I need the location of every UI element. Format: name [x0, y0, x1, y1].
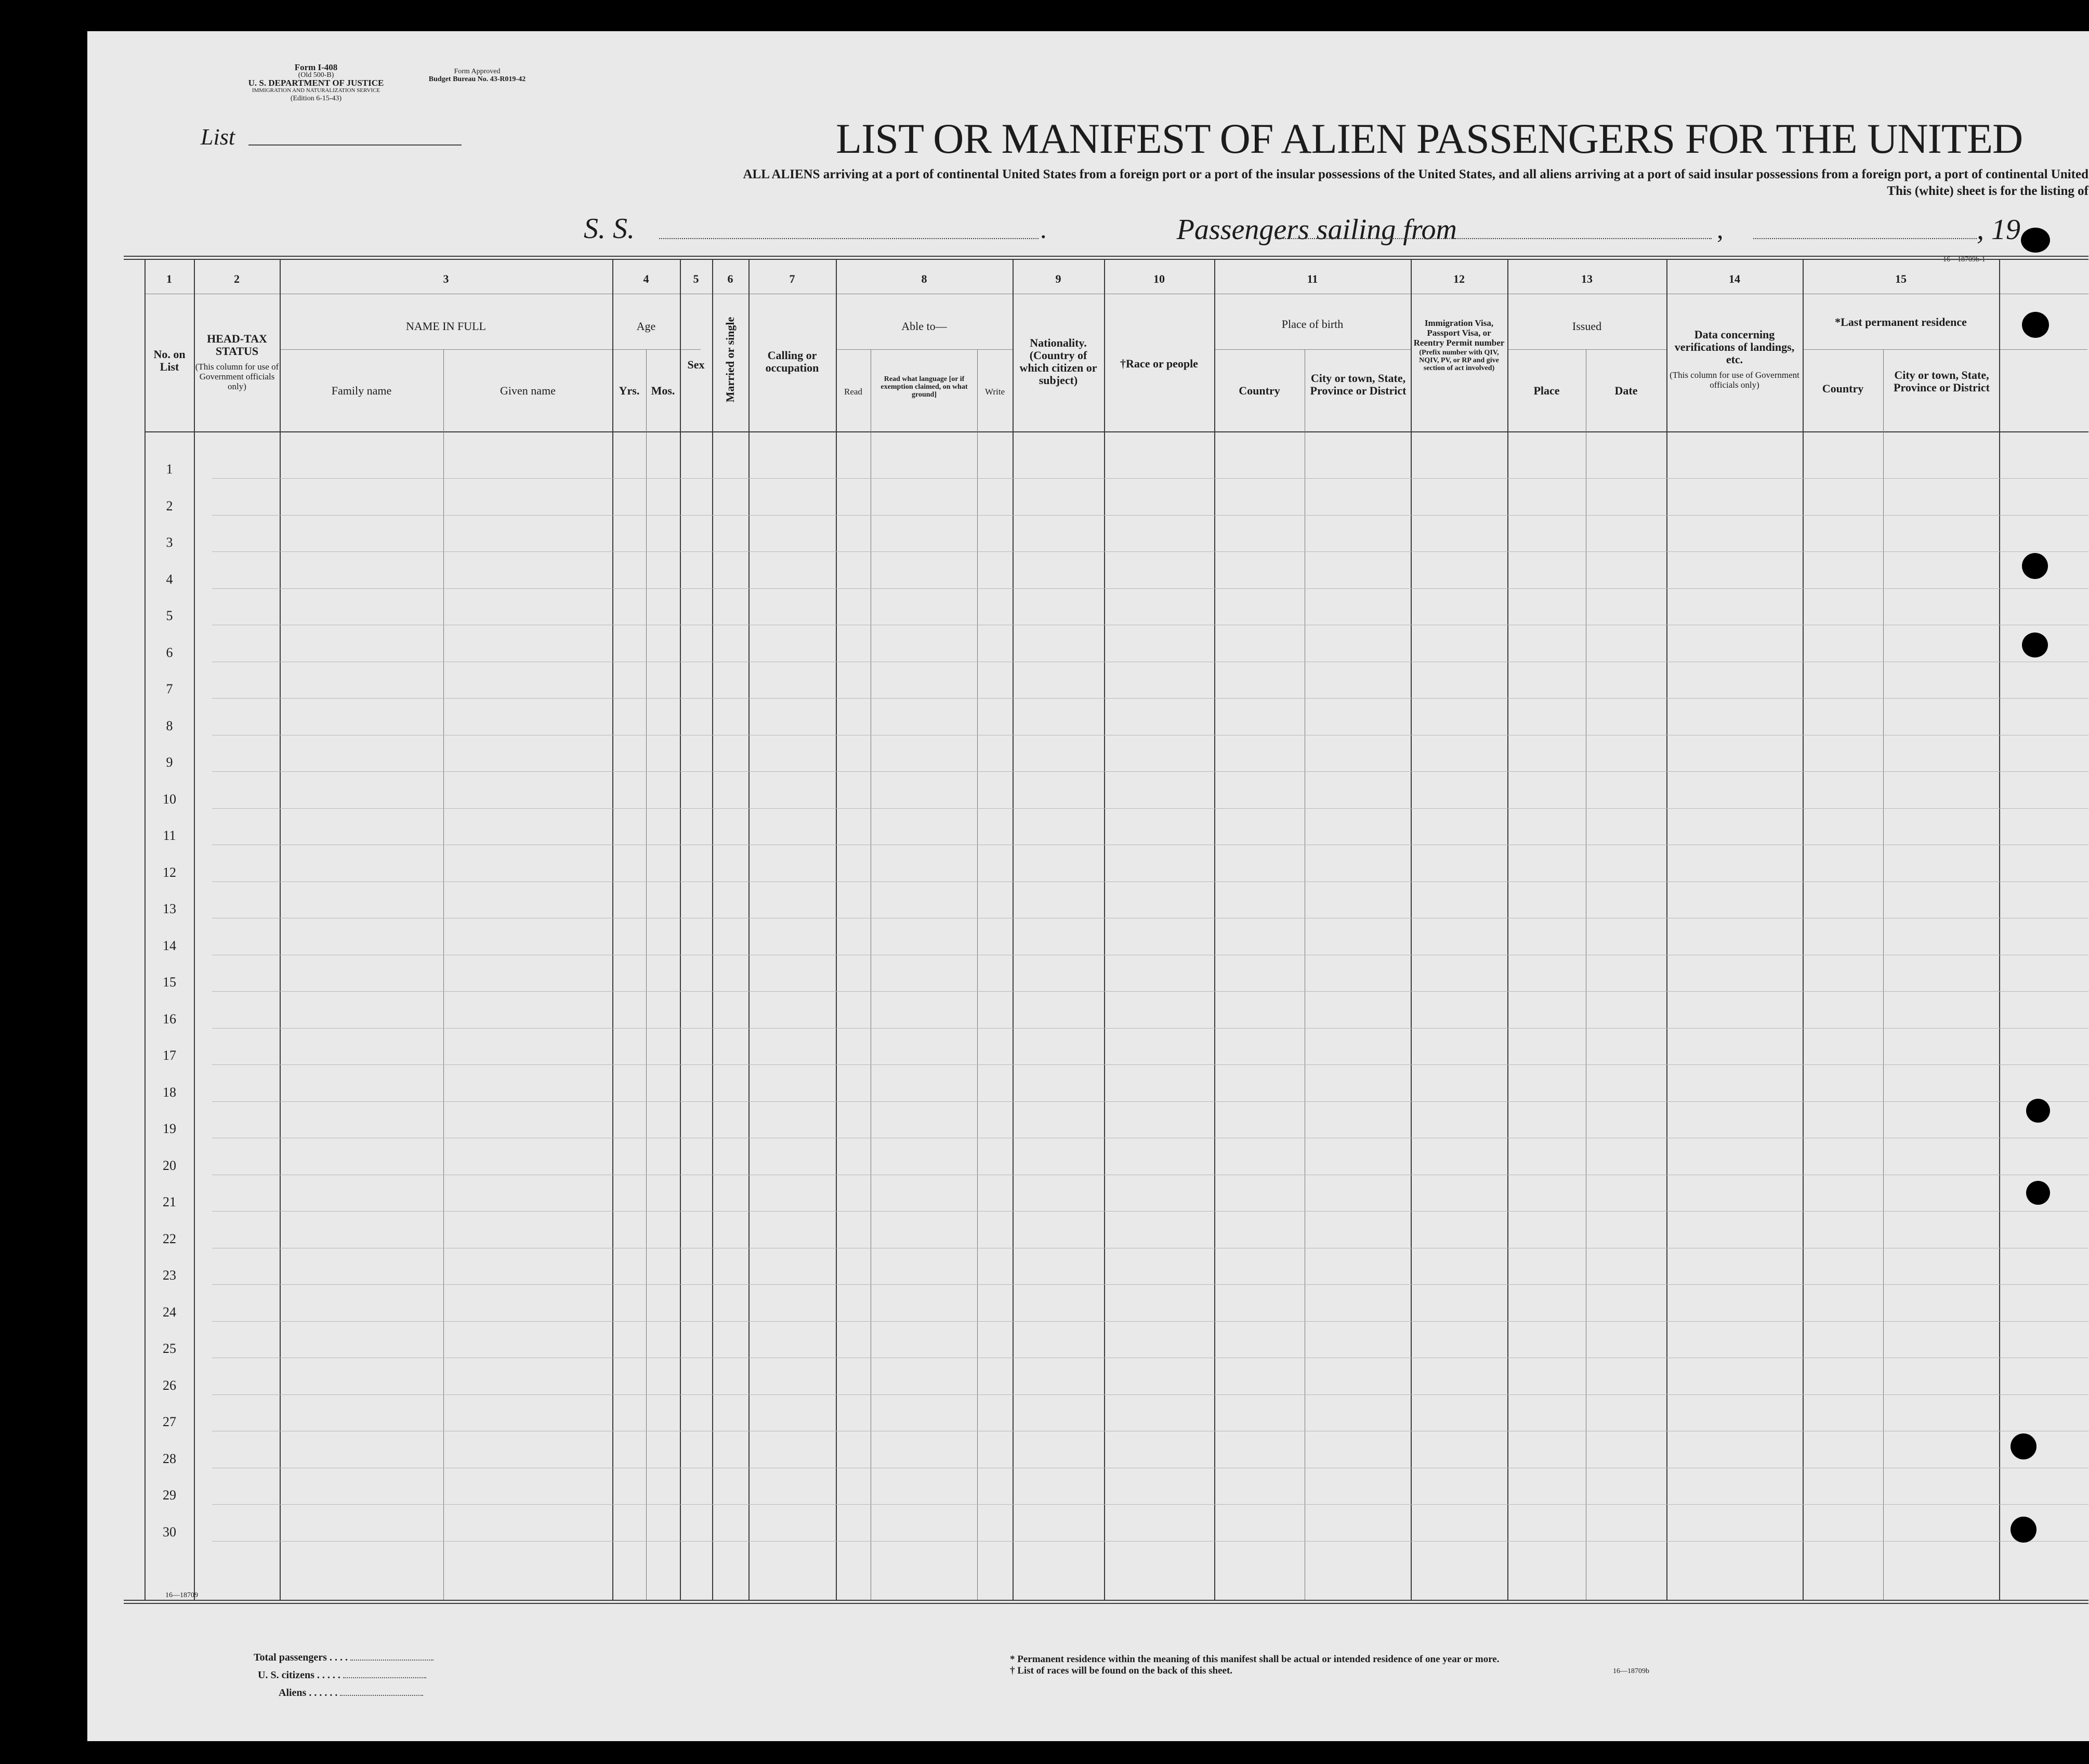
header-read: Read — [844, 387, 862, 397]
row-number: 11 — [163, 828, 176, 843]
vline-9 — [1104, 259, 1105, 1600]
rule-table-bottom-2 — [124, 1603, 2088, 1604]
colnum-5: 5 — [693, 272, 699, 285]
header-age: Age — [636, 320, 656, 333]
row-number: 25 — [163, 1341, 176, 1356]
punch-hole-7 — [2011, 1433, 2037, 1459]
vline-4 — [680, 259, 681, 1600]
totals-block — [254, 1652, 433, 1705]
colnum-7: 7 — [789, 272, 795, 285]
aliens-field[interactable] — [340, 1695, 423, 1696]
vline-13 — [1666, 259, 1667, 1600]
header-last-residence: *Last permanent residence — [1835, 315, 1967, 328]
header-place-of-birth: Place of birth — [1281, 318, 1344, 331]
leader-dots-1: . . . . — [329, 1652, 348, 1663]
table-row[interactable] — [212, 1028, 2088, 1029]
header-residence-city: City or town, State, Province or District — [1894, 368, 1990, 394]
row-number: 20 — [163, 1157, 176, 1173]
header-nationality: Nationality. (Country of which citizen or subject) — [1019, 336, 1097, 387]
header-visa-note: (Prefix number with QIV, NQIV, PV, or RP and give section of act involved) — [1419, 349, 1499, 372]
row-number: 18 — [163, 1084, 176, 1100]
header-issued-place: Place — [1533, 384, 1560, 397]
leader-dots-2: . . . . . — [317, 1669, 340, 1681]
row-number: 28 — [163, 1451, 176, 1466]
row-number: 5 — [166, 608, 173, 623]
vline-5 — [712, 259, 713, 1600]
header-yrs: Yrs. — [619, 384, 640, 397]
row-number: 23 — [163, 1268, 176, 1283]
row-number: 1 — [166, 462, 173, 477]
us-citizens-label: U. S. citizens — [258, 1669, 314, 1681]
header-visa — [1412, 318, 1506, 372]
header-head-tax — [195, 333, 279, 391]
sailing-comma: , — [1717, 215, 1724, 244]
table-row[interactable] — [212, 771, 2088, 772]
table-row[interactable] — [212, 515, 2088, 516]
vline-6 — [748, 259, 750, 1600]
subtitle-line-2: This (white) sheet is for the listing of — [1887, 184, 2088, 198]
row-number: 27 — [163, 1414, 176, 1429]
row-number: 9 — [166, 755, 173, 770]
table-row[interactable] — [212, 1284, 2088, 1285]
row-number: 12 — [163, 864, 176, 880]
table-row[interactable] — [212, 1211, 2088, 1212]
row-number: 8 — [166, 718, 173, 733]
manifest-sheet — [87, 31, 2089, 1741]
rule-residence-sub — [1803, 349, 2087, 350]
row-number: 26 — [163, 1377, 176, 1393]
rule-header-bottom — [144, 431, 2088, 432]
ss-label: S. S. — [584, 213, 635, 245]
punch-hole-1 — [2021, 228, 2050, 253]
row-number: 15 — [163, 975, 176, 990]
list-label: List — [201, 124, 235, 150]
header-write: Write — [984, 387, 1005, 397]
table-row[interactable] — [212, 588, 2088, 589]
vline-15 — [1999, 259, 2000, 1600]
header-data-concerning — [1667, 328, 1802, 390]
header-able-to: Able to— — [901, 320, 947, 333]
vline-14 — [1803, 259, 1804, 1600]
header-calling: Calling or occupation — [765, 349, 819, 374]
rule-table-bottom — [124, 1600, 2088, 1601]
colnum-6: 6 — [727, 272, 733, 285]
header-issued: Issued — [1572, 320, 1602, 333]
row-number: 22 — [163, 1231, 176, 1246]
table-row[interactable] — [212, 808, 2088, 809]
vline-15a — [1883, 349, 1884, 1600]
header-issued-date: Date — [1614, 384, 1638, 397]
punch-hole-4 — [2022, 633, 2048, 657]
table-row[interactable] — [212, 551, 2088, 552]
vline-3a — [443, 349, 444, 1600]
row-number: 21 — [163, 1194, 176, 1209]
header-read-language: Read what language [or if exemption claimed, on what ground] — [881, 375, 968, 399]
rule-able-sub — [836, 349, 1013, 350]
table-row[interactable] — [212, 478, 2088, 479]
rule-top — [124, 256, 2088, 257]
vline-4a — [646, 349, 647, 1600]
header-name-in-full: NAME IN FULL — [406, 320, 486, 333]
old-form-number: (Old 500-B) — [298, 71, 334, 79]
us-citizens-field[interactable] — [343, 1677, 426, 1678]
row-number: 6 — [166, 644, 173, 660]
footnotes — [1010, 1654, 1499, 1677]
row-number: 30 — [163, 1524, 176, 1539]
header-given-name: Given name — [500, 384, 556, 397]
footnote-code: 16—18709b — [1613, 1667, 1649, 1675]
table-row[interactable] — [212, 698, 2088, 699]
row-number: 29 — [163, 1487, 176, 1503]
colnum-14: 14 — [1729, 272, 1740, 285]
rule-name-sub — [280, 349, 701, 350]
year-label: , 19 — [1977, 214, 2020, 246]
punch-hole-3 — [2022, 553, 2048, 579]
leader-dots-3: . . . . . . — [309, 1687, 338, 1699]
row-number: 19 — [163, 1121, 176, 1136]
row-number: 2 — [166, 498, 173, 514]
colnum-9: 9 — [1055, 272, 1061, 285]
aliens-label: Aliens — [279, 1687, 307, 1699]
punch-hole-6 — [2026, 1181, 2050, 1205]
header-married-single: Married or single — [724, 317, 737, 403]
punch-hole-2 — [2022, 312, 2049, 338]
row-number: 10 — [163, 791, 176, 807]
header-race: †Race or people — [1120, 357, 1198, 370]
colnum-4: 4 — [643, 272, 649, 285]
row-number: 13 — [163, 901, 176, 916]
total-passengers-label: Total passengers — [254, 1652, 327, 1663]
approval-block — [410, 68, 545, 83]
row-number: 4 — [166, 571, 173, 587]
ss-field[interactable] — [659, 238, 1039, 239]
table-row[interactable] — [212, 881, 2088, 882]
colnum-8: 8 — [921, 272, 927, 285]
table-row[interactable] — [212, 1504, 2088, 1505]
vline-8 — [1013, 259, 1014, 1600]
punch-hole-8 — [2011, 1517, 2037, 1543]
form-approved: Form Approved — [454, 68, 501, 75]
date-field[interactable] — [1753, 238, 1977, 239]
table-row[interactable] — [212, 1064, 2088, 1065]
header-family-name: Family name — [331, 384, 392, 397]
vline-12 — [1507, 259, 1508, 1600]
page-title: LIST OR MANIFEST OF ALIEN PASSENGERS FOR THE UNITED — [836, 115, 2023, 162]
total-passengers-field[interactable] — [350, 1660, 433, 1661]
table-row[interactable] — [212, 1394, 2088, 1395]
ss-period: . — [1040, 215, 1047, 244]
vline-11 — [1411, 259, 1412, 1600]
colnum-11: 11 — [1307, 272, 1318, 285]
rule-issued-sub — [1507, 349, 1666, 350]
rule-top-2 — [124, 259, 2088, 260]
header-residence-country: Country — [1822, 382, 1864, 395]
rule-birth-sub — [1214, 349, 1411, 350]
vline-7 — [836, 259, 837, 1600]
colnum-3: 3 — [443, 272, 449, 285]
service: IMMIGRATION AND NATURALIZATION SERVICE — [252, 87, 380, 94]
table-row[interactable] — [212, 991, 2088, 992]
vline-1 — [194, 259, 195, 1600]
row-number: 16 — [163, 1011, 176, 1026]
budget-bureau: Budget Bureau No. 43-R019-42 — [428, 75, 526, 83]
print-code-bottom: 16—18709 — [165, 1591, 198, 1599]
department: U. S. DEPARTMENT OF JUSTICE — [248, 78, 384, 88]
table-row[interactable] — [212, 1321, 2088, 1322]
punch-hole-5 — [2026, 1099, 2050, 1123]
edition: (Edition 6-15-43) — [290, 95, 342, 102]
row-number: 3 — [166, 535, 173, 550]
vline-left — [144, 259, 146, 1600]
header-data-note: (This column for use of Government officials only) — [1670, 370, 1799, 390]
row-number: 7 — [166, 681, 173, 696]
vline-2 — [280, 259, 281, 1600]
colnum-13: 13 — [1581, 272, 1593, 285]
row-number: 17 — [163, 1048, 176, 1063]
sailing-label: Passengers sailing from — [1176, 214, 1457, 246]
colnum-1: 1 — [166, 272, 172, 285]
header-head-tax-title: HEAD-TAX STATUS — [207, 332, 267, 358]
row-number: 14 — [163, 938, 176, 953]
form-number: Form I-408 — [294, 62, 338, 72]
form-number-block — [243, 63, 389, 102]
header-sex: Sex — [687, 358, 705, 371]
colnum-12: 12 — [1453, 272, 1465, 285]
colnum-15: 15 — [1895, 272, 1907, 285]
vline-8b — [977, 349, 978, 1600]
subtitle-line-1: ALL ALIENS arriving at a port of continental United States from a foreign port or a port of the insular possessions of the United States, and all aliens arriving at a port of said insular possessions from a foreign port, a port of continental United — [743, 167, 2088, 181]
colnum-2: 2 — [234, 272, 240, 285]
header-birth-city: City or town, State, Province or District — [1310, 372, 1407, 397]
header-mos: Mos. — [651, 384, 675, 397]
sailing-from-field[interactable] — [1275, 238, 1712, 239]
header-birth-country: Country — [1239, 384, 1280, 397]
row-number: 24 — [163, 1304, 176, 1320]
footnote-permanent: * Permanent residence within the meaning of this manifest shall be actual or intended residence of one year or more. — [1010, 1654, 1500, 1665]
footnote-races: † List of races will be found on the back of this sheet. — [1010, 1665, 1233, 1676]
vline-3 — [612, 259, 613, 1600]
header-no-on-list: No. on List — [153, 348, 186, 373]
header-data-title: Data concerning verifications of landings, etc. — [1674, 328, 1795, 366]
table-row[interactable] — [212, 1541, 2088, 1542]
header-head-tax-note: (This column for use of Government officials only) — [195, 362, 279, 391]
header-visa-title: Immigration Visa, Passport Visa, or Reentry Permit number — [1413, 318, 1505, 348]
table-row[interactable] — [212, 1101, 2088, 1102]
vline-10 — [1214, 259, 1215, 1600]
colnum-10: 10 — [1153, 272, 1165, 285]
list-field[interactable] — [248, 144, 462, 146]
